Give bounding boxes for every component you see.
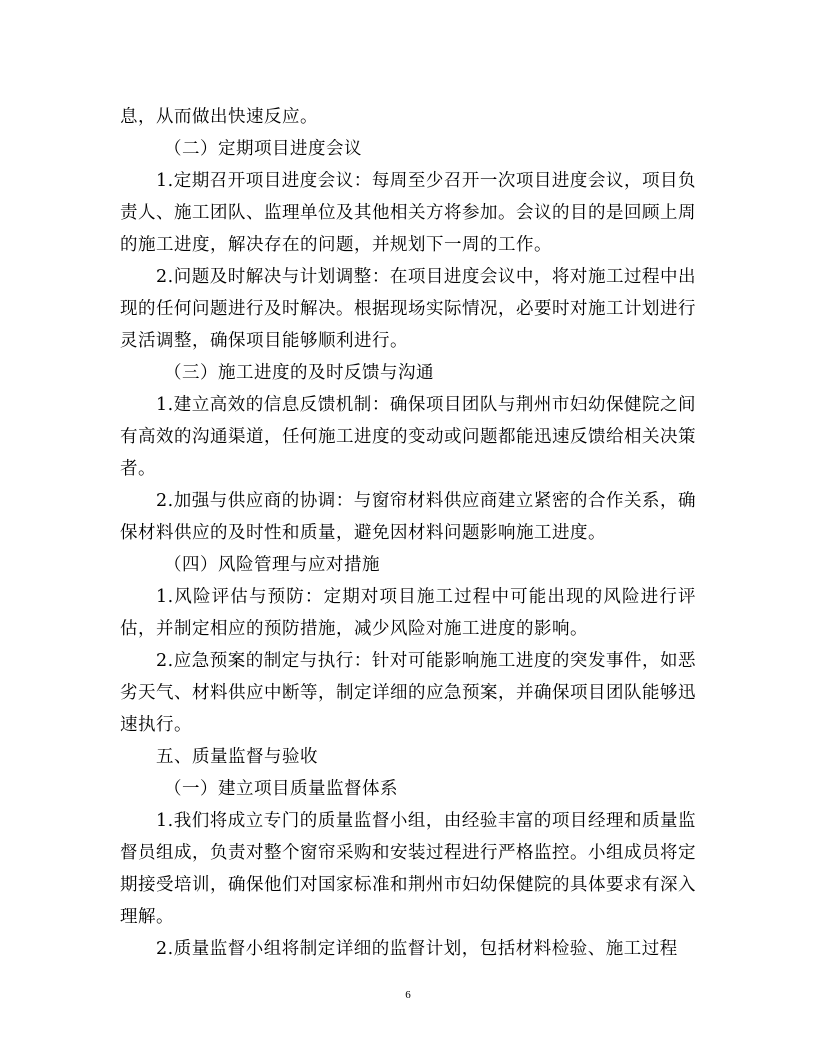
subsection-heading-regular-meetings: （二）定期项目进度会议 bbox=[164, 139, 362, 159]
page-number: 6 bbox=[405, 989, 411, 1001]
paragraph-continuation: 息，从而做出快速反应。 bbox=[120, 107, 318, 127]
paragraph-emergency-plan: 2.应急预案的制定与执行：针对可能影响施工进度的突发事件，如恶劣天气、材料供应中断等，制定详细的应急预案，并确保项目团队能够迅速执行。 bbox=[120, 651, 696, 735]
paragraph-quality-plan: 2.质量监督小组将制定详细的监督计划，包括材料检验、施工过程 bbox=[156, 939, 678, 959]
paragraph-weekly-meeting: 1.定期召开项目进度会议：每周至少召开一次项目进度会议，项目负责人、施工团队、监理单位及其他相关方将参加。会议的目的是回顾上周的施工进度，解决存在的问题，并规划下一周的工作。 bbox=[120, 171, 696, 255]
paragraph-quality-team: 1.我们将成立专门的质量监督小组，由经验丰富的项目经理和质量监督员组成，负责对整个窗帘采购和安装过程进行严格监控。小组成员将定期接受培训，确保他们对国家标准和荆州市妇幼保健院的具体要求有深入理解。 bbox=[120, 811, 696, 927]
paragraph-feedback-mechanism: 1.建立高效的信息反馈机制：确保项目团队与荆州市妇幼保健院之间有高效的沟通渠道，任何施工进度的变动或问题都能迅速反馈给相关决策者。 bbox=[120, 395, 696, 479]
section-heading-quality: 五、质量监督与验收 bbox=[156, 747, 318, 767]
subsection-heading-quality-system: （一）建立项目质量监督体系 bbox=[164, 779, 398, 799]
paragraph-problem-resolution: 2.问题及时解决与计划调整：在项目进度会议中，将对施工过程中出现的任何问题进行及时解决。根据现场实际情况，必要时对施工计划进行灵活调整，确保项目能够顺利进行。 bbox=[120, 267, 696, 351]
page-body bbox=[120, 101, 696, 965]
subsection-heading-feedback: （三）施工进度的及时反馈与沟通 bbox=[164, 363, 434, 383]
subsection-heading-risk: （四）风险管理与应对措施 bbox=[164, 555, 380, 575]
paragraph-risk-assessment: 1.风险评估与预防：定期对项目施工过程中可能出现的风险进行评估，并制定相应的预防措施，减少风险对施工进度的影响。 bbox=[120, 587, 696, 639]
paragraph-supplier-coordination: 2.加强与供应商的协调：与窗帘材料供应商建立紧密的合作关系，确保材料供应的及时性和质量，避免因材料问题影响施工进度。 bbox=[120, 491, 696, 543]
